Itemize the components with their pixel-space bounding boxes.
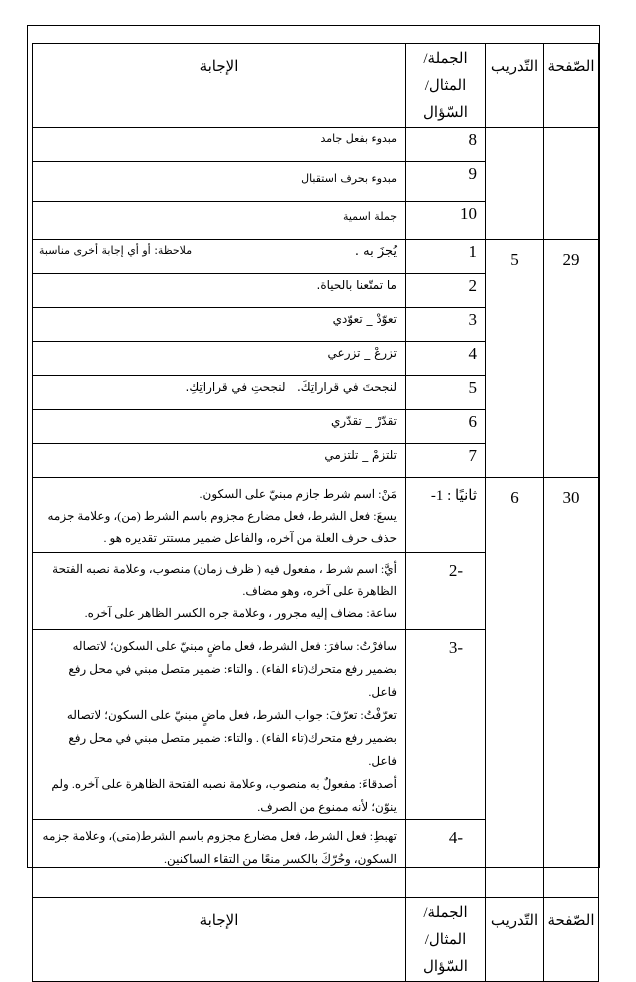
row-number: ثانيًا : 1- (406, 478, 486, 553)
row-number: 9 (406, 162, 486, 202)
row-answer: تزرعْ _ تزرعي (33, 342, 406, 376)
header-row (33, 44, 599, 128)
row-number: 6 (406, 410, 486, 444)
exercise-number: 6 (486, 478, 544, 898)
header-page: الصّفحة (544, 44, 599, 128)
row-answer: مبدوء بفعل جامد (33, 128, 406, 162)
row-answer: سافرْتُ: سافرَ: فعل الشرط، فعل ماضٍ مبنيّ على السكون؛ لاتصاله بضمير رفع متحرك(تاء الفاء) . والتاء: ضمير متصل مبني في محل رفع فاعل. تعرّفْتُ: تعرّفَ: جواب الشرط، فعل ماضٍ مبنيّ على السكون؛ لاتصاله بضمير رفع متحرك(تاء الفاء) . والتاء: ضمير متصل مبني في محل رفع فاعل. أصدقاءَ: مفعولٌ به منصوب، وعلامة نصبه الفتحة الظاهرة على آخره. ولم ينوّن؛ لأنه ممنوع من الصرف. (33, 630, 406, 820)
header-sentence: الجملة/ المثال/السّؤال (406, 44, 486, 128)
row-answer: أيَّ: اسم شرط ، مفعول فيه ( ظرف زمان) منصوب، وعلامة نصبه الفتحة الظاهرة على آخره، وهو مضاف. ساعة: مضاف إليه مجرور ، وعلامة جره الكسر الظاهر على آخره. (33, 553, 406, 630)
table-row (33, 128, 599, 162)
note-text: ملاحظة: أو أي إجابة أخرى مناسبة (39, 244, 193, 257)
footer-exercise: التّدريب (486, 898, 544, 982)
row-number: -3 (406, 630, 486, 820)
row-answer: تلتزمْ _ تلتزمي (33, 444, 406, 478)
page-number: 30 (544, 478, 599, 898)
footer-sentence: الجملة/ المثال/السّؤال (406, 898, 486, 982)
footer-answer: الإجابة (33, 898, 406, 982)
header-exercise: التّدريب (486, 44, 544, 128)
row-number: -2 (406, 553, 486, 630)
row-answer: مبدوء بحرف استقبال (33, 162, 406, 202)
page-cell-empty (544, 128, 599, 240)
header-answer: الإجابة (33, 44, 406, 128)
row-answer: تقدّرْ _ تقدّري (33, 410, 406, 444)
table-row (33, 240, 599, 274)
row-number: 1 (406, 240, 486, 274)
exercise-cell-empty (486, 128, 544, 240)
row-answer: جملة اسمية (33, 202, 406, 240)
row-number: 10 (406, 202, 486, 240)
row-answer: تهبطِ: فعل الشرط، فعل مضارع مجزوم باسم الشرط(متى)، وعلامة جزمه السكون، وحُرّكَ بالكسر منعًا من التقاء الساكنين. (33, 820, 406, 898)
row-answer: لنجحتَ في قراراتِكَ. لنجحتِ في قراراتِكِ. (33, 376, 406, 410)
row-number: -4 (406, 820, 486, 898)
row-number: 5 (406, 376, 486, 410)
row-number: 7 (406, 444, 486, 478)
footer-header-row (33, 898, 599, 982)
footer-page: الصّفحة (544, 898, 599, 982)
row-answer (33, 240, 406, 274)
row-answer: تعوّدْ _ تعوّدي (33, 308, 406, 342)
row-number: 8 (406, 128, 486, 162)
row-number: 2 (406, 274, 486, 308)
answer-text: يُجزَ به . (354, 244, 397, 259)
row-number: 4 (406, 342, 486, 376)
row-answer: مَنْ: اسم شرط جازم مبنيّ على السكون. يسعَ: فعل الشرط، فعل مضارع مجزوم باسم الشرط (من)، وعلامة جزمه حذف حرف العلة من آخره، والفاعل ضمير مستتر تقديره هو . (33, 478, 406, 553)
table-row (33, 478, 599, 553)
answers-table (32, 43, 599, 982)
row-number: 3 (406, 308, 486, 342)
page-number: 29 (544, 240, 599, 478)
exercise-number: 5 (486, 240, 544, 478)
row-answer: ما تمتّعنا بالحياة. (33, 274, 406, 308)
